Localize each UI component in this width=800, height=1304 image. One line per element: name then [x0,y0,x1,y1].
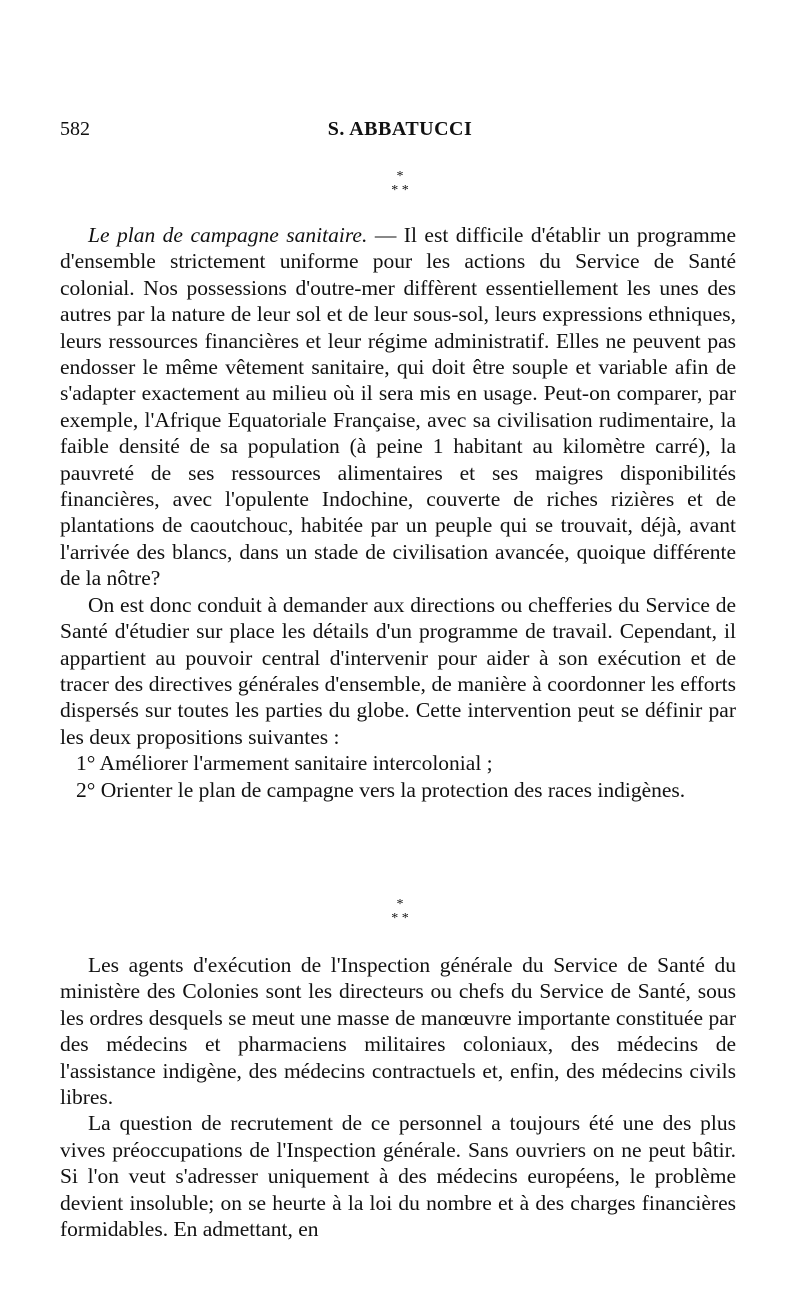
paragraph-recruitment: La question de recrutement de ce personnel a toujours été une des plus vives préoccupations de l'Inspection générale. Sans ouvriers on ne peut bâtir. Si l'on veut s'adresser uniquement à des médecins européens, le problème devient insoluble; on se heurte à la loi du nombre et à des charges financières formidables. En admettant, en [60,1111,736,1242]
section-asterism-2 [0,898,800,926]
page-number: 582 [60,118,90,140]
asterism-top-star: * [396,897,404,912]
page-header [60,118,740,148]
paragraph-central-power: On est donc conduit à demander aux directions ou chefferies du Service de Santé d'étudier sur place les détails d'un programme de travail. Cependant, il appartient au pouvoir central d'intervenir pour aider à son exécution et de tracer des directives générales d'ensemble, de manière à coordonner les efforts dispersés sur toutes les parties du globe. Cette intervention peut se définir par les deux propositions suivantes : [60,592,736,749]
section-lead-title: Le plan de campagne sanitaire. [88,223,368,247]
asterism-bottom-stars: * * [391,183,409,198]
paragraph-agents: Les agents d'exécution de l'Inspection générale du Service de Santé du ministère des Colonies sont les directeurs ou chefs du Service de Santé, sous les ordres desquels se meut une masse de manœuvre importante constituée par des médecins et pharmaciens militaires coloniaux, des médecins de l'assistance indigène, des médecins contractuels et, enfin, des médecins civils libres. [60,953,736,1110]
section-campaign-plan [60,222,736,803]
list-item-proposition-2: 2° Orienter le plan de campagne vers la protection des races indigènes. [76,777,686,802]
paragraph-campaign-intro-text: — Il est difficile d'établir un programme d'ensemble strictement uniforme pour les actions du Service de Santé colonial. Nos possessions d'outre-mer diffèrent essentiellement les unes des autres par la nature de leur sol et de leur sous-sol, leurs expressions ethniques, leurs ressources financières et leur régime administratif. Elles ne peuvent pas endosser le même vêtement sanitaire, qui doit être souple et variable afin de s'adapter exactement au milieu où il sera mis en usage. Peut-on comparer, par exemple, l'Afrique Equatoriale Française, avec sa civilisation rudimentaire, la faible densité de sa population (à peine 1 habitant au kilomètre carré), la pauvreté de ses ressources alimentaires et ses maigres disponibilités financières, avec l'opulente Indochine, couverte de riches rizières et de plantations de caoutchouc, habitée par un peuple qui se trouvait, déjà, avant l'arrivée des blancs, dans un stade de civilisation avancée, quoique différente de la nôtre? [60,223,737,591]
section-execution-agents [60,952,736,1242]
running-head: S. ABBATUCCI [327,118,473,140]
section-asterism [0,170,800,198]
asterism-bottom-stars: * * [391,911,409,926]
asterism-top-star: * [396,169,404,184]
list-item-proposition-1: 1° Améliorer l'armement sanitaire intercolonial ; [76,751,493,776]
paragraph-campaign-intro [60,222,736,592]
